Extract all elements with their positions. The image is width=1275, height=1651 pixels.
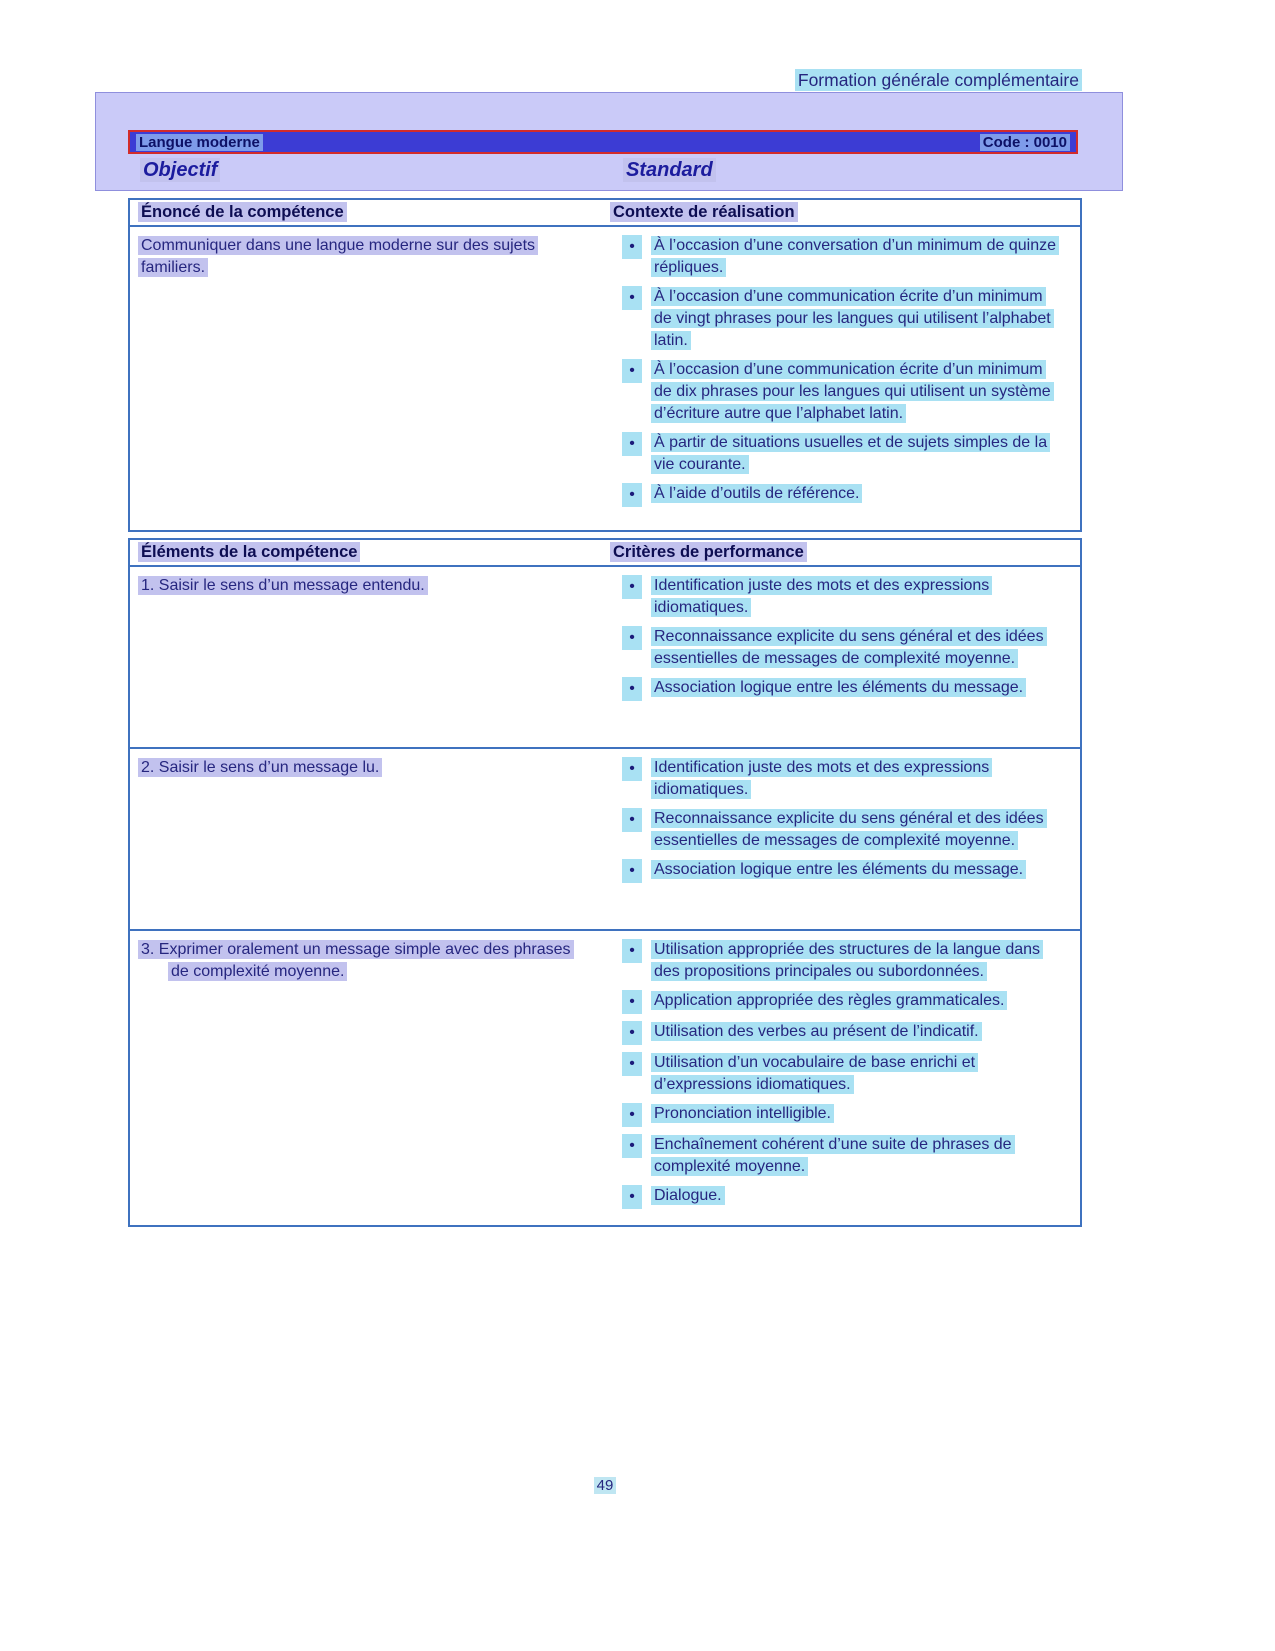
running-header-text: Formation générale complémentaire (795, 69, 1082, 91)
list-item-text: À partir de situations usuelles et de sujets simples de la vie courante. (651, 433, 1050, 474)
bullet-icon: • (622, 677, 642, 701)
bullet-icon: • (622, 286, 642, 310)
list-item-text: À l’occasion d’une conversation d’un minimum de quinze répliques. (651, 236, 1059, 277)
element-text: 2. Saisir le sens d’un message lu. (138, 758, 382, 777)
list-item (622, 939, 1062, 983)
list-item (622, 859, 1062, 883)
list-item (622, 990, 1062, 1014)
bullet-icon: • (622, 1052, 642, 1076)
list-item-text: Reconnaissance explicite du sens général et des idées essentielles de messages de complexité moyenne. (651, 809, 1047, 850)
list-item (622, 235, 1062, 279)
bullet-icon: • (622, 235, 642, 259)
list-item (622, 1134, 1062, 1178)
list-item-text: Prononciation intelligible. (651, 1104, 834, 1123)
element-cell (130, 931, 602, 1225)
list-item (622, 757, 1062, 801)
page-number: 49 (594, 1477, 617, 1494)
list-item-text: À l’occasion d’une communication écrite d’un minimum de vingt phrases pour les langues qui utilisent l’alphabet latin. (651, 287, 1054, 350)
list-item (622, 575, 1062, 619)
bullet-icon: • (622, 757, 642, 781)
list-item (622, 286, 1062, 352)
bullet-icon: • (622, 1021, 642, 1045)
header-enonce: Énoncé de la compétence (130, 200, 602, 225)
list-item-text: À l’occasion d’une communication écrite d’un minimum de dix phrases pour les langues qui utilisent un système d’écriture autre que l’alphabet latin. (651, 360, 1054, 423)
bullet-icon: • (622, 808, 642, 832)
bullet-icon: • (622, 432, 642, 456)
header-criteres: Critères de performance (602, 540, 1080, 565)
list-item (622, 626, 1062, 670)
list-item (622, 359, 1062, 425)
list-item (622, 677, 1062, 701)
bullet-icon: • (622, 1103, 642, 1127)
section-headings (140, 159, 1080, 187)
competence-table-body (130, 227, 1080, 530)
element-text: 1. Saisir le sens d’un message entendu. (138, 576, 428, 595)
list-item-text: Enchaînement cohérent d’une suite de phrases de complexité moyenne. (651, 1135, 1015, 1176)
contexte-cell (602, 227, 1080, 530)
table-row (130, 747, 1080, 929)
elements-table-header (130, 540, 1080, 567)
element-cell (130, 567, 602, 747)
list-item (622, 483, 1062, 507)
list-item-text: Utilisation appropriée des structures de la langue dans des propositions principales ou subordonnées. (651, 940, 1043, 981)
list-item-text: Utilisation des verbes au présent de l’indicatif. (651, 1022, 982, 1041)
running-header (128, 70, 1082, 91)
bullet-icon: • (622, 1134, 642, 1158)
list-item (622, 1021, 1062, 1045)
criteria-cell (602, 749, 1080, 929)
enonce-text: Communiquer dans une langue moderne sur des sujets familiers. (138, 236, 538, 277)
course-code: Code : 0010 (980, 134, 1070, 151)
bullet-icon: • (622, 359, 642, 383)
list-item-text: Application appropriée des règles grammaticales. (651, 991, 1007, 1010)
bullet-icon: • (622, 990, 642, 1014)
list-item-text: Association logique entre les éléments du message. (651, 678, 1026, 697)
header-contexte: Contexte de réalisation (602, 200, 1080, 225)
page-footer (0, 1477, 1210, 1494)
bullet-icon: • (622, 1185, 642, 1209)
list-item-text: Utilisation d’un vocabulaire de base enrichi et d’expressions idiomatiques. (651, 1053, 978, 1094)
list-item-text: À l’aide d’outils de référence. (651, 484, 862, 503)
criteria-cell (602, 567, 1080, 747)
title-bar (128, 130, 1078, 154)
title-block (95, 92, 1123, 191)
heading-standard: Standard (623, 159, 716, 182)
elements-table (128, 538, 1082, 1227)
list-item-text: Identification juste des mots et des expressions idiomatiques. (651, 758, 992, 799)
bullet-icon: • (622, 575, 642, 599)
competence-table-header (130, 200, 1080, 227)
list-item (622, 1103, 1062, 1127)
table-row (130, 567, 1080, 747)
bullet-icon: • (622, 859, 642, 883)
list-item (622, 432, 1062, 476)
list-item-text: Identification juste des mots et des expressions idiomatiques. (651, 576, 992, 617)
list-item-text: Reconnaissance explicite du sens général et des idées essentielles de messages de complexité moyenne. (651, 627, 1047, 668)
criteria-cell (602, 931, 1080, 1225)
list-item (622, 1185, 1062, 1209)
course-title: Langue moderne (136, 134, 263, 151)
bullet-icon: • (622, 939, 642, 963)
competence-table (128, 198, 1082, 532)
list-item (622, 1052, 1062, 1096)
heading-objectif: Objectif (140, 159, 220, 182)
header-elements: Éléments de la compétence (130, 540, 602, 565)
list-item-text: Dialogue. (651, 1186, 725, 1205)
list-item-text: Association logique entre les éléments du message. (651, 860, 1026, 879)
bullet-icon: • (622, 626, 642, 650)
element-text: 3. Exprimer oralement un message simple avec des phrases de complexité moyenne. (138, 940, 574, 981)
list-item (622, 808, 1062, 852)
enonce-cell (130, 227, 602, 530)
table-row (130, 929, 1080, 1225)
bullet-icon: • (622, 483, 642, 507)
element-cell (130, 749, 602, 929)
